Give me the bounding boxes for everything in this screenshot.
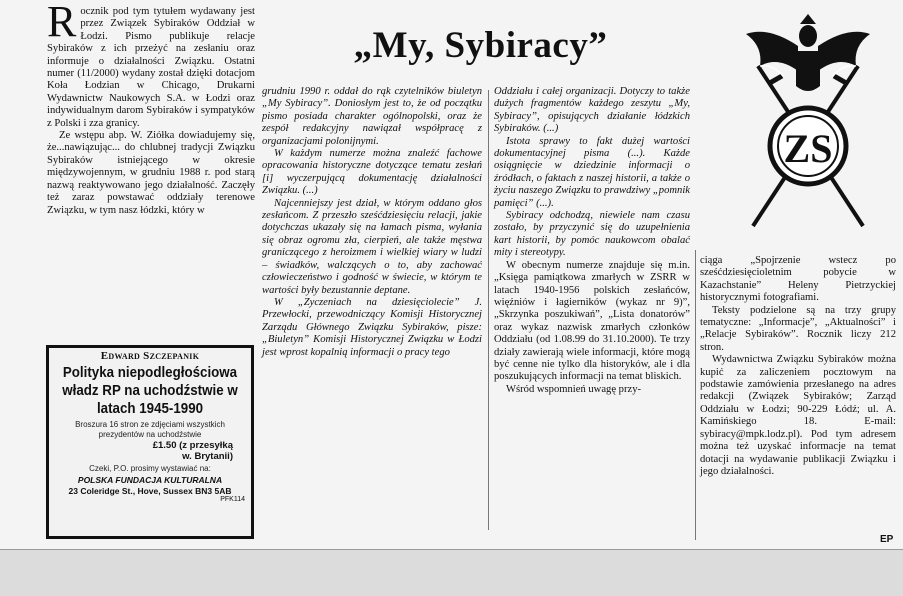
paragraph: W obecnym numerze znajduje się m.in. „Księga pamiątkowa zmarłych w ZSRR w latach 1940-1956 polskich zesłańców, więźniów i łagierników (wykaz nr 9)”, „Skrzynka poszukiwań”, „Lista donatorów” oraz wykaz nazwisk zmarłych członków Oddziału (od 1.08.99 do 31.10.2000). Te trzy działy zawierają wiele informacji, które mogą być cenne nie tylko dla historyków, ale i dla poszukujących informacji na temat bliskich.	[494, 259, 690, 383]
ad-description: Broszura 16 stron ze zdjęciami wszystkich prezydentów na uchodźstwie	[75, 420, 225, 439]
ad-address: 23 Coleridge St., Hove, Sussex BN3 5AB	[68, 486, 232, 496]
emblem-letters: ZS	[783, 126, 833, 171]
paragraph: Ze wstępu abp. W. Ziółka dowiadujemy się, że...nawiązując... do chlubnej tradycji Związku Sybiraków istniejącego w okresie międzywojennym, w grudniu 1988 r. pod starą nazwą reaktywowano jego działalność. Zaczęły też zaraz powstawać oddziały terenowe Związku, w tym nasz łódzki, który w	[47, 130, 255, 216]
article-column-2	[262, 86, 482, 359]
paragraph: W każdym numerze można znaleźć fachowe opracowania historyczne dotyczące tematu zesłań [i] wyczerpującą dokumentację działalności Związku. (...)	[262, 148, 482, 197]
article-headline: „My, Sybiracy”	[353, 25, 608, 66]
paragraph: grudniu 1990 r. oddał do rąk czytelników biuletyn „My Sybiracy”. Doniosłym jest to, że od początku pismo posiada charakter ogólnopolski, oraz że zespół redakcyjny nawiązał współpracę z organizacjami polonijnymi.	[262, 86, 482, 147]
paragraph: Wśród wspomnień uwagę przy-	[506, 383, 642, 395]
paragraph: Istota sprawy to fakt dużej wartości dokumentacyjnej pisma (...). Każde osiągnięcie w dziedzinie informacji o źródłach, o faktach z naszej historii, a także o życiu naszego Związku to prawdziwy „pomnik pamięci” (...).	[494, 135, 690, 209]
paragraph: Sybiracy odchodzą, niewiele nam czasu zostało, by przyczynić się do uzupełnienia kart historii, by pomóc naukowcom obalać mity i stereotypy.	[494, 210, 690, 259]
ad-cheques: Czeki, P.O. prosimy wystawiać na:	[89, 464, 211, 473]
paragraph: Teksty podzielone są na trzy grupy tematyczne: „Informacje”, „Aktualności” i „Relacje Sybiraków”. Rocznik liczy 212 stron.	[700, 304, 896, 353]
ad-organization: POLSKA FUNDACJA KULTURALNA	[77, 475, 223, 485]
paragraph: Najcenniejszy jest dział, w którym oddano głos zesłańcom. Z przeszło sześćdziesięciu relacji, jakie dotychczas ukazały się na łamach pisma, wyłania się obraz ogromu zła, cierpień, ale także męstwa graniczącego z heroizmem i wielkiej wiary w ludzi – świadków, walczących o to, aby zachować człowieczeństwo i godność w świecie, w którym te wartości były bezustannie deptane.	[262, 197, 482, 296]
ad-code: PFK114	[220, 496, 245, 503]
paragraph: ciąga „Spojrzenie wstecz po sześćdziesięcioletnim pobycie w Kazachstanie” Heleny Pietrzyckiej historycznymi fotografiami.	[700, 255, 896, 304]
paragraph: W „Zyczeniach na dziesięciolecie” J. Przewłocki, przewodniczący Komisji Historycznej Zarządu Głównego Związku Sybiraków, pisze: „Biuletyn” Komisji Historycznej Związku w Łodzi jest wprost kopalnią informacji o pracy tego	[262, 296, 482, 358]
drop-cap: R	[47, 0, 77, 46]
book-advertisement	[46, 345, 254, 539]
column-divider	[695, 250, 696, 540]
paragraph: Oddziału i całej organizacji. Dotyczy to także dużych fragmentów każdego zeszytu „My, Sybiracy”, opisujących działanie łódzkich Sybiraków. (...)	[494, 86, 690, 135]
ad-author: Edward Szczepanik	[100, 350, 200, 362]
column-divider	[488, 90, 489, 530]
ad-price: £1.50 (z przesyłką w. Brytanii)	[152, 440, 233, 462]
author-signature: EP	[880, 534, 894, 545]
article-column-3	[494, 86, 690, 396]
paragraph: Wydawnictwa Związku Sybiraków można kupić za zaliczeniem pocztowym na podstawie zamówienia przesłanego na adres redakcji (Związek Sybiraków; Zarząd Oddziału w Łodzi; 90-229 Łódź; ul. A. Kamińskiego 18. E-mail: sybiracy@mpk.lodz.pl). Pod tym adresem można też uzyskać informacje na temat dotacji na wydawanie publikacji Związku i jego działalności.	[700, 354, 896, 477]
article-column-1	[47, 0, 255, 217]
paragraph: Rocznik pod tym tytułem wydawany jest przez Związek Sybiraków Oddział w Łodzi. Pismo publikuje relacje Sybiraków z ich przeżyć na zesłaniu oraz informuje o działalności Związku. Ostatni numer (11/2000) wydany został dzięki dotacjom Koła Łodzian w Chicago, Drukarni Wydawnictw Naukowych S.A. w Łodzi oraz indywidualnym darom Sybiraków i sympatyków z Polski i zza granicy.	[47, 0, 255, 129]
ad-title: Polityka niepodległościowa władz RP na uchodźstwie w latach 1945-1990	[62, 365, 238, 417]
article-column-4	[700, 255, 896, 478]
eagle-swords-emblem-icon	[738, 6, 878, 231]
